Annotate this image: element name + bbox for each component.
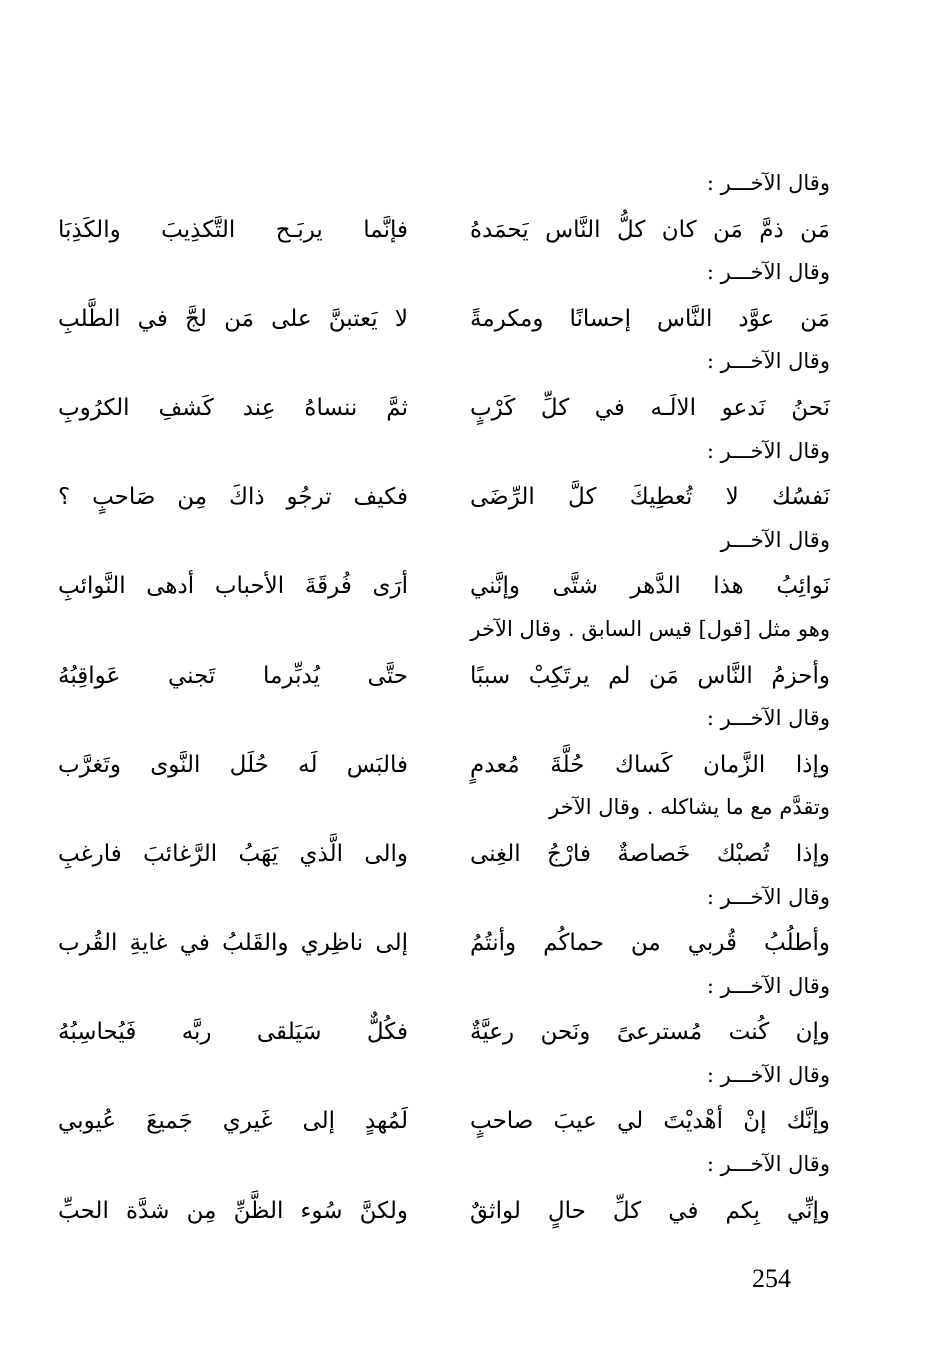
speaker-label-line <box>40 965 830 1010</box>
speaker-label: وقال الآخـــر : <box>706 1152 830 1177</box>
speaker-label-line <box>40 251 830 296</box>
verse-first-hemistich: نَفسُك لا تُعطِيكَ كلَّ الرِّضَى <box>470 484 830 511</box>
speaker-label-line <box>40 430 830 475</box>
verse-first-hemistich: وأحزمُ النَّاس مَن لم يرتَكِبْ سببًا <box>470 662 830 689</box>
speaker-label: وقال الآخـــر : <box>706 171 830 195</box>
verse-second-hemistich: فكُلٌّ سَيَلقى ربَّه فَيُحاسِبُهُ <box>58 1019 408 1046</box>
verse-first-hemistich: وإنِّي بِكم في كلِّ حالٍ لواثقٌ <box>470 1197 830 1224</box>
speaker-label-line <box>40 340 830 385</box>
speaker-label-line <box>40 1054 830 1099</box>
verse-line <box>40 207 830 252</box>
speaker-label-line <box>40 162 830 207</box>
prose-note: وتقدَّم مع ما يشاكله . وقال الآخر <box>549 795 830 820</box>
speaker-label: وقال الآخـــر : <box>706 260 830 285</box>
verse-line <box>40 653 830 698</box>
verse-first-hemistich: وإنَّك إنْ أهْديْتَ لي عيبَ صاحبٍ <box>470 1108 830 1135</box>
poetry-text-block <box>40 162 830 1232</box>
verse-line <box>40 831 830 876</box>
prose-line <box>40 786 830 831</box>
verse-line <box>40 1098 830 1143</box>
verse-first-hemistich: مَن عوَّد النَّاس إحسانًا ومكرمةً <box>470 305 830 332</box>
speaker-label-line <box>40 697 830 742</box>
verse-second-hemistich: فإنَّما يربَـح التَّكذِيبَ والكَذِبَا <box>58 216 408 243</box>
verse-line <box>40 474 830 519</box>
prose-note: وهو مثل [قول] قيس السابق . وقال الآخر <box>470 616 830 641</box>
verse-first-hemistich: وإذا الزَّمان كَساك حُلَّةَ مُعدمٍ <box>470 751 830 778</box>
verse-first-hemistich: وأطلُبُ قُربي من حماكُم وأنتُمُ <box>470 930 830 957</box>
speaker-label-line <box>40 876 830 921</box>
verse-line <box>40 920 830 965</box>
verse-first-hemistich: وإذا تُصبْك خَصاصةٌ فارْجُ الغِنى <box>470 840 830 867</box>
verse-line <box>40 385 830 430</box>
speaker-label-line <box>40 519 830 564</box>
verse-first-hemistich: نَحنُ نَدعو الالَـه في كلِّ كَرْبٍ <box>470 394 830 421</box>
prose-line <box>40 608 830 653</box>
verse-first-hemistich: مَن ذمَّ مَن كان كلُّ النَّاس يَحمَدهُ <box>470 216 830 243</box>
speaker-label: وقال الآخـــر : <box>706 973 830 998</box>
verse-second-hemistich: فكيف ترجُو ذاكَ مِن صَاحبٍ ؟ <box>58 484 408 511</box>
verse-line <box>40 1188 830 1233</box>
speaker-label-line <box>40 1143 830 1188</box>
verse-line <box>40 1009 830 1054</box>
verse-second-hemistich: فالبَس لَه حُلَل النَّوى وتَغرَّب <box>58 751 408 778</box>
speaker-label: وقال الآخـــر : <box>706 1062 830 1087</box>
verse-second-hemistich: أرَى فُرقَةَ الأحباب أدهى النَّوائبِ <box>58 573 408 600</box>
verse-first-hemistich: نَوائِبُ هذا الدَّهر شتَّى وإنَّني <box>470 573 830 600</box>
speaker-label: وقال الآخـــر : <box>706 349 830 374</box>
verse-second-hemistich: ولكنَّ سُوء الظَّنِّ مِن شدَّة الحبِّ <box>58 1197 408 1224</box>
speaker-label: وقال الآخـــر <box>720 527 830 552</box>
speaker-label: وقال الآخـــر : <box>706 884 830 909</box>
verse-second-hemistich: حتَّى يُدبِّرما تَجني عَواقِبُهُ <box>58 662 408 689</box>
verse-second-hemistich: لا يَعتبنَّ على مَن لجَّ في الطَّلبِ <box>58 305 408 332</box>
verse-second-hemistich: إلى ناظِري والقَلبُ في غايةِ القُرب <box>58 930 408 957</box>
page-number: 254 <box>752 1264 791 1293</box>
verse-line <box>40 296 830 341</box>
verse-line <box>40 563 830 608</box>
verse-second-hemistich: ثمَّ ننساهُ عِند كَشفِ الكرُوبِ <box>58 394 408 421</box>
verse-line <box>40 742 830 787</box>
verse-first-hemistich: وإن كُنت مُسترعىً ونَحن رعيَّةٌ <box>470 1019 830 1046</box>
speaker-label: وقال الآخـــر : <box>706 438 830 463</box>
verse-second-hemistich: والى الَّذي يَهَبُ الرَّغائبَ فارغبِ <box>58 840 408 867</box>
speaker-label: وقال الآخـــر : <box>706 706 830 731</box>
verse-second-hemistich: لَمُهدٍ إلى غَيري جَميعَ عُيوبي <box>58 1108 408 1135</box>
